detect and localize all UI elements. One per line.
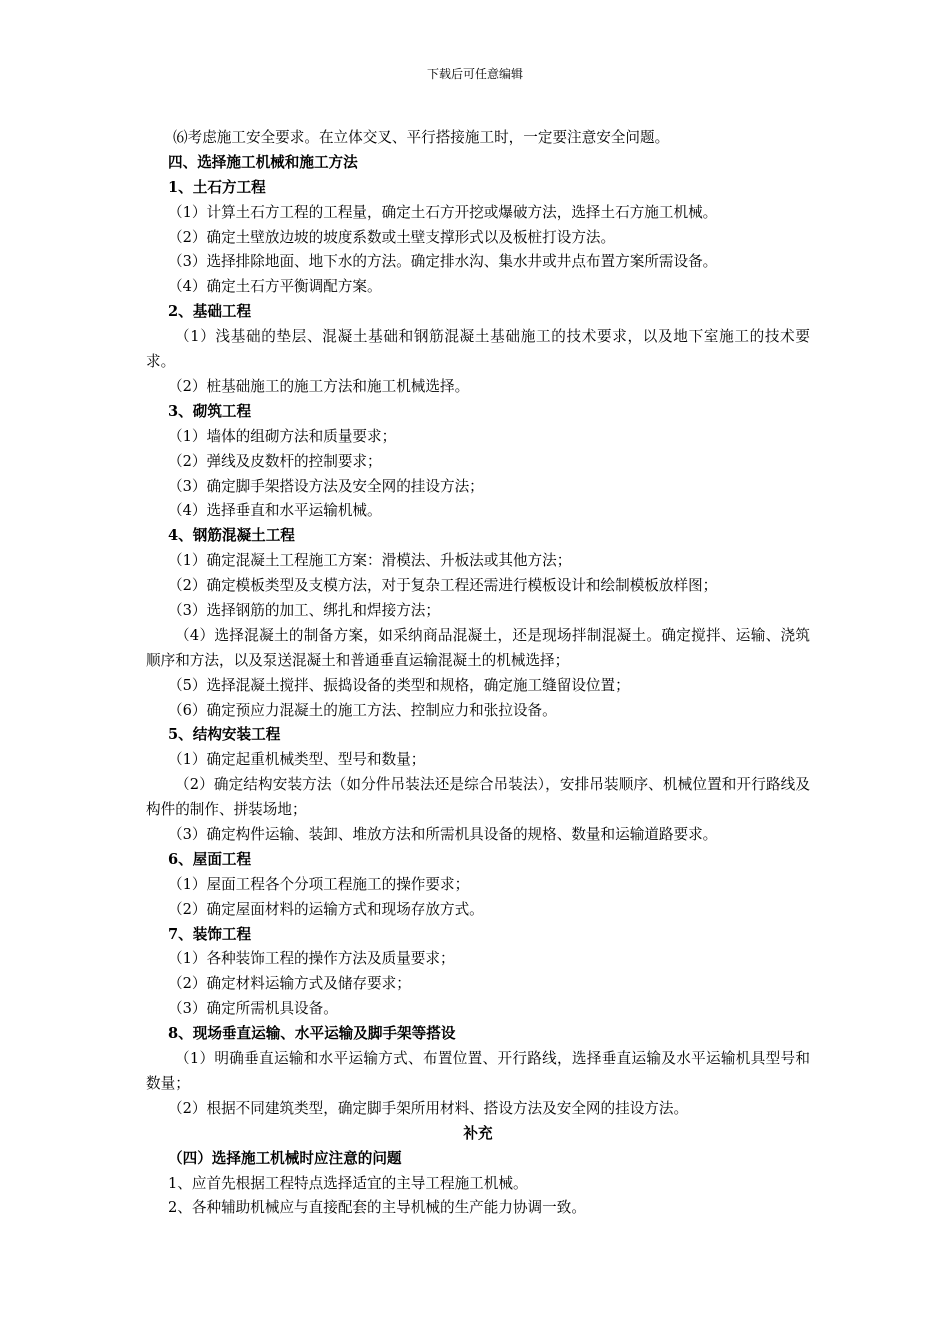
list-item: （4）确定土石方平衡调配方案。 <box>168 278 382 296</box>
section-heading-machinery-methods: 四、选择施工机械和施工方法 <box>168 153 358 171</box>
list-item: （2）桩基础施工的施工方法和施工机械选择。 <box>168 377 470 395</box>
list-item: 2、各种辅助机械应与直接配套的主导机械的生产能力协调一致。 <box>168 1199 586 1217</box>
list-item: （2）确定土壁放边坡的坡度系数或土壁支撑形式以及板桩打设方法。 <box>168 228 616 246</box>
list-item: （3）确定构件运输、装卸、堆放方法和所需机具设备的规格、数量和运输道路要求。 <box>168 826 718 844</box>
list-item: （1）计算土石方工程的工程量，确定土石方开挖或爆破方法，选择土石方施工机械。 <box>168 203 718 221</box>
subheading-decoration: 7、装饰工程 <box>168 925 252 943</box>
list-item: （6）确定预应力混凝土的施工方法、控制应力和张拉设备。 <box>168 701 557 719</box>
list-item: （1）明确垂直运输和水平运输方式、布置位置、开行路线，选择垂直运输及水平运输机具型号和数量； <box>146 1050 810 1092</box>
list-item: （2）弹线及皮数杆的控制要求； <box>168 452 382 470</box>
list-item: （1）确定起重机械类型、型号和数量； <box>168 751 426 769</box>
subheading-foundation: 2、基础工程 <box>168 303 252 321</box>
list-item: （1）浅基础的垫层、混凝土基础和钢筋混凝土基础施工的技术要求，以及地下室施工的技术要求。 <box>146 328 810 371</box>
subheading-machinery-notes: （四）选择施工机械时应注意的问题 <box>168 1149 402 1167</box>
list-item: （1）确定混凝土工程施工方案：滑模法、升板法或其他方法； <box>168 552 572 570</box>
list-item: （1）各种装饰工程的操作方法及质量要求； <box>168 950 455 968</box>
subheading-structural-installation: 5、结构安装工程 <box>168 726 281 744</box>
list-item: （2）确定材料运输方式及储存要求； <box>168 975 411 993</box>
subheading-site-transport-scaffolding: 8、现场垂直运输、水平运输及脚手架等搭设 <box>168 1025 456 1043</box>
list-item: （3）选择排除地面、地下水的方法。确定排水沟、集水井或井点布置方案所需设备。 <box>168 253 718 271</box>
list-item: （3）确定脚手架搭设方法及安全网的挂设方法； <box>168 477 484 495</box>
supplement-heading: 补充 <box>463 1124 493 1142</box>
list-item: （3）选择钢筋的加工、绑扎和焊接方法； <box>168 601 440 619</box>
list-item: 1、应首先根据工程特点选择适宜的主导工程施工机械。 <box>168 1174 528 1192</box>
subheading-roofing: 6、屋面工程 <box>168 850 252 868</box>
document-body <box>146 126 810 1221</box>
list-item: （2）确定模板类型及支模方法，对于复杂工程还需进行模板设计和绘制模板放样图； <box>168 577 718 595</box>
subheading-earthwork: 1、土石方工程 <box>168 178 266 196</box>
page-header: 下载后可任意编辑 <box>426 67 523 81</box>
list-item: （4）选择混凝土的制备方案，如采纳商品混凝土，还是现场拌制混凝土。确定搅拌、运输、浇筑顺序和方法，以及泵送混凝土和普通垂直运输混凝土的机械选择； <box>146 626 810 669</box>
list-item: （2）根据不同建筑类型，确定脚手架所用材料、搭设方法及安全网的挂设方法。 <box>168 1099 689 1117</box>
list-item: （2）确定结构安装方法（如分件吊装法还是综合吊装法），安排吊装顺序、机械位置和开行路线及构件的制作、拼装场地； <box>146 776 810 819</box>
list-item: （4）选择垂直和水平运输机械。 <box>168 502 382 520</box>
list-item: （3）确定所需机具设备。 <box>168 1000 338 1018</box>
list-item: （2）确定屋面材料的运输方式和现场存放方式。 <box>168 900 484 918</box>
list-item: （5）选择混凝土搅拌、振捣设备的类型和规格，确定施工缝留设位置； <box>168 676 630 694</box>
subheading-masonry: 3、砌筑工程 <box>168 402 252 420</box>
paragraph-safety-requirement: ⑹考虑施工安全要求。在立体交叉、平行搭接施工时，一定要注意安全问题。 <box>173 129 670 146</box>
list-item: （1）墙体的组砌方法和质量要求； <box>168 427 397 445</box>
list-item: （1）屋面工程各个分项工程施工的操作要求； <box>168 875 470 893</box>
subheading-reinforced-concrete: 4、钢筋混凝土工程 <box>168 527 295 545</box>
